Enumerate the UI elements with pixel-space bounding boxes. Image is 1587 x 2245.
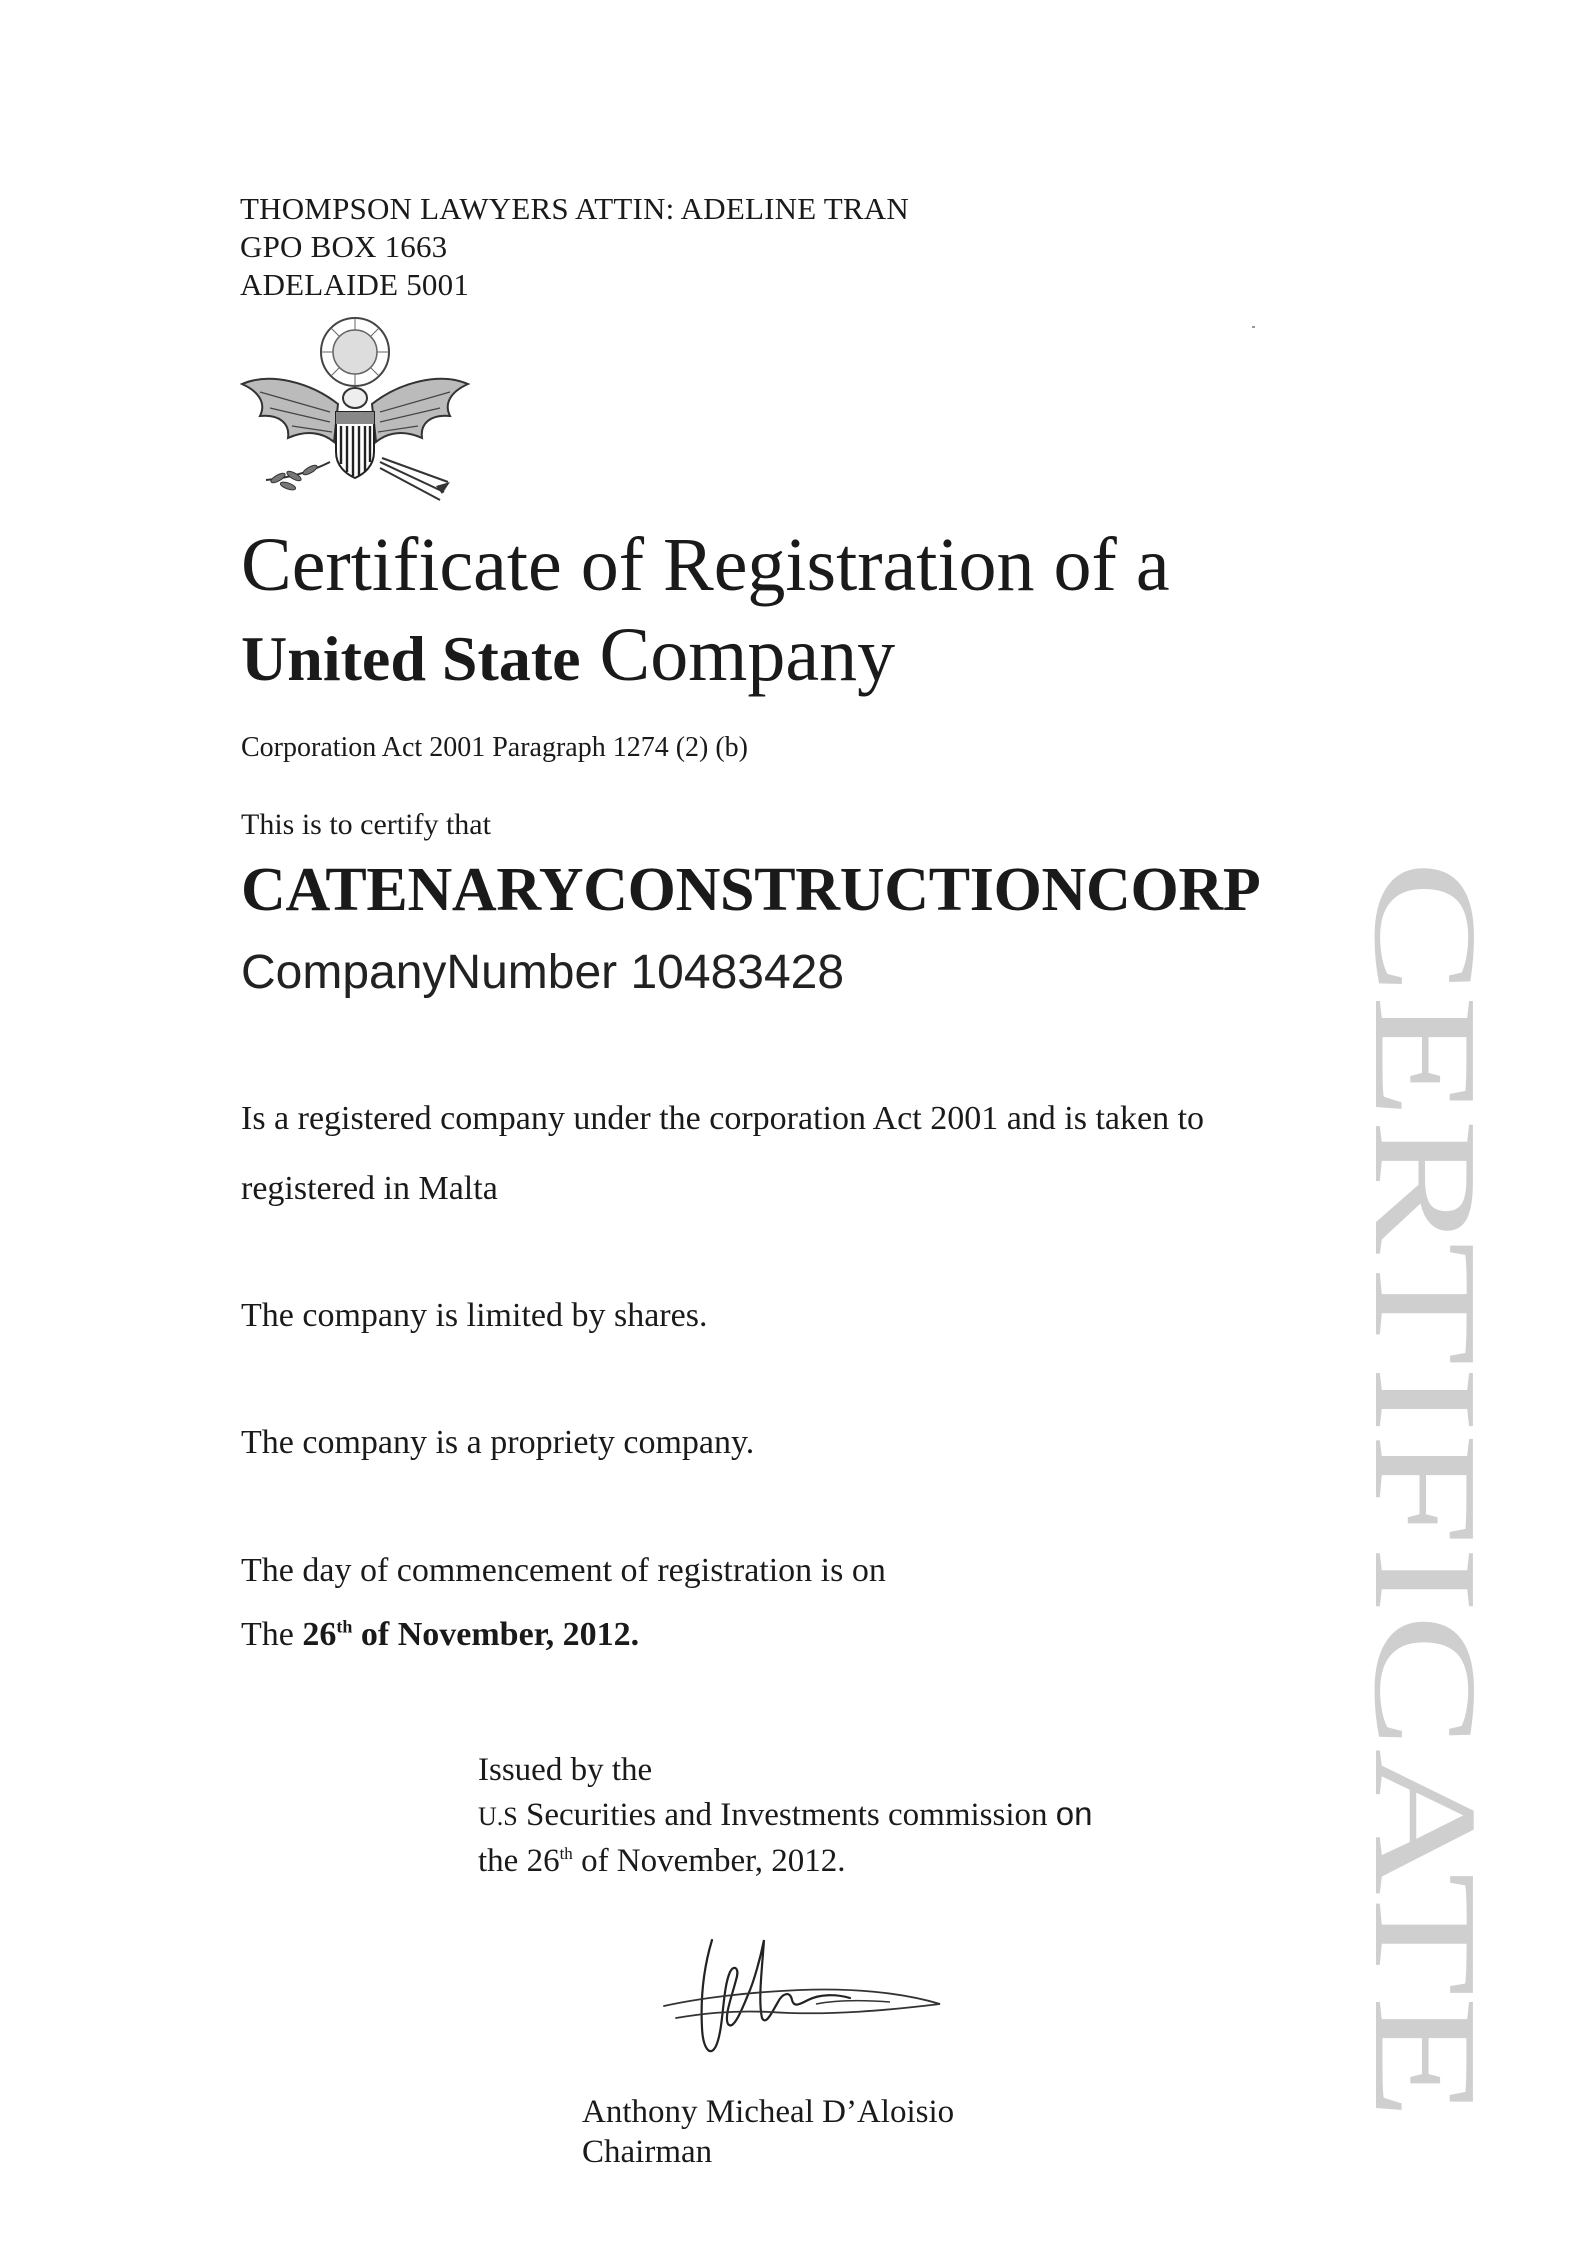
commencement-intro: The day of commencement of registration is on <box>241 1552 886 1589</box>
title-bold-part: United State <box>241 623 581 694</box>
act-reference: Corporation Act 2001 Paragraph 1274 (2) (b) <box>241 732 748 763</box>
limited-statement: The company is limited by shares. <box>241 1297 708 1334</box>
commencement-rest: of November, 2012. <box>352 1616 640 1653</box>
certificate-watermark <box>1340 860 1560 2130</box>
issued-line-2 <box>478 1792 1092 1839</box>
company-name: CATENARYCONSTRUCTIONCORP <box>241 856 1261 924</box>
commencement-day: 26th of November, 2012. <box>302 1616 640 1653</box>
signer-title: Chairman <box>582 2134 713 2170</box>
commencement-date <box>241 1616 639 1654</box>
issued-on: on <box>1055 1795 1093 1832</box>
address-line: ADELAIDE 5001 <box>240 267 470 302</box>
registered-statement-line-2: registered in Malta <box>241 1170 498 1207</box>
address-line: GPO BOX 1663 <box>240 229 448 264</box>
commencement-ordinal: th <box>336 1616 353 1637</box>
watermark-text: CERTIFICATE <box>1343 860 1507 1781</box>
issued-ordinal: th <box>559 1844 573 1863</box>
issuer-name: Securities and Investments commission <box>517 1797 1056 1833</box>
propriety-statement: The company is a propriety company. <box>241 1424 755 1461</box>
signer-name: Anthony Micheal D’Aloisio <box>582 2094 955 2130</box>
address-line: THOMPSON LAWYERS ATTIN: ADELINE TRAN <box>240 191 909 226</box>
issued-block <box>478 1748 1092 1883</box>
title-rest-part: Company <box>580 613 896 697</box>
signature-icon <box>640 1920 960 2070</box>
issued-line-1: Issued by the <box>478 1752 653 1788</box>
signer-block <box>582 2092 954 2172</box>
registered-statement-line-1: Is a registered company under the corporation Act 2001 and is taken to <box>241 1100 1205 1137</box>
commencement-prefix: The <box>241 1616 303 1653</box>
issued-line-3: the 26th of November, 2012. <box>478 1843 846 1879</box>
company-number: CompanyNumber 10483428 <box>241 946 845 999</box>
issuer-abbr: U.S <box>478 1802 518 1831</box>
title-line-1: Certificate of Registration of a <box>241 523 1170 607</box>
recipient-address <box>240 190 909 304</box>
certify-intro: This is to certify that <box>241 808 491 841</box>
certificate-title <box>241 520 1170 704</box>
title-line-2 <box>241 610 1170 704</box>
stray-mark <box>1252 326 1255 328</box>
eagle-seal-icon <box>230 312 480 502</box>
